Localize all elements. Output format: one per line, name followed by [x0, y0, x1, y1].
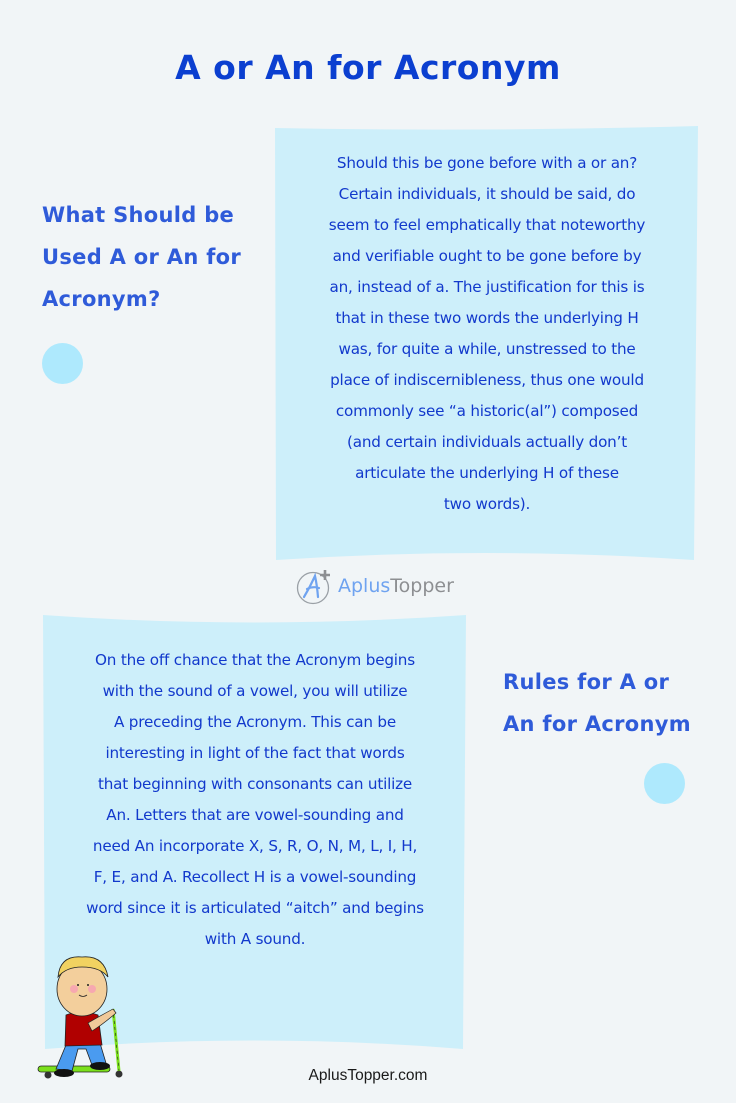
text-line: two words). [443, 495, 531, 513]
card-body-text [54, 645, 456, 955]
text-line: with the sound of a vowel, you will utilize [102, 682, 408, 700]
text-line: F, E, and A. Recollect H is a vowel-sounding [93, 868, 417, 886]
text-line: was, for quite a while, unstressed to the [338, 340, 636, 358]
decorative-circle-icon [644, 763, 685, 804]
logo-aplus: Aplus [338, 575, 391, 597]
aplustopper-logo [296, 566, 454, 606]
text-line: interesting in light of the fact that words [105, 744, 405, 762]
text-line: (and certain individuals actually don’t [347, 433, 627, 451]
text-line: Certain individuals, it should be said, do [338, 185, 636, 203]
section-1-heading [42, 194, 262, 320]
text-line: that beginning with consonants can utilize [97, 775, 413, 793]
text-line: On the off chance that the Acronym begins [95, 651, 415, 669]
aplustopper-logo-icon [296, 567, 334, 605]
decorative-circle-icon [42, 343, 83, 384]
footer-site-name: AplusTopper.com [308, 1067, 428, 1084]
text-line: an, instead of a. The justification for this is [329, 278, 645, 296]
text-line: An. Letters that are vowel-sounding and [106, 806, 404, 824]
text-line: place of indiscernibleness, thus one would [330, 371, 644, 389]
text-line: seem to feel emphatically that noteworthy [328, 216, 646, 234]
heading-line: Acronym? [42, 287, 161, 311]
card-body-text [291, 148, 683, 520]
text-line: word since it is articulated “aitch” and begins [86, 899, 424, 917]
boy-on-scooter-illustration [36, 945, 128, 1085]
text-line: need An incorporate X, S, R, O, N, M, L, I, H, [92, 837, 418, 855]
text-line: Should this be gone before with a or an? [336, 154, 638, 172]
text-line: that in these two words the underlying H [335, 309, 639, 327]
heading-line: What Should be [42, 203, 235, 227]
text-line: articulate the underlying H of these [355, 464, 619, 482]
explanation-card [273, 126, 701, 562]
heading-line: Used A or An for [42, 245, 242, 269]
page-title: A or An for Acronym [175, 48, 561, 87]
text-line: A preceding the Acronym. This can be [113, 713, 396, 731]
logo-wordmark [338, 575, 454, 597]
heading-line: Rules for A or [503, 670, 670, 694]
text-line: commonly see “a historic(al”) composed [335, 402, 639, 420]
section-2-heading [503, 661, 713, 745]
text-line: and verifiable ought to be gone before by [332, 247, 642, 265]
text-line: with A sound. [204, 930, 306, 948]
logo-topper: Topper [390, 575, 454, 597]
heading-line: An for Acronym [503, 712, 691, 736]
